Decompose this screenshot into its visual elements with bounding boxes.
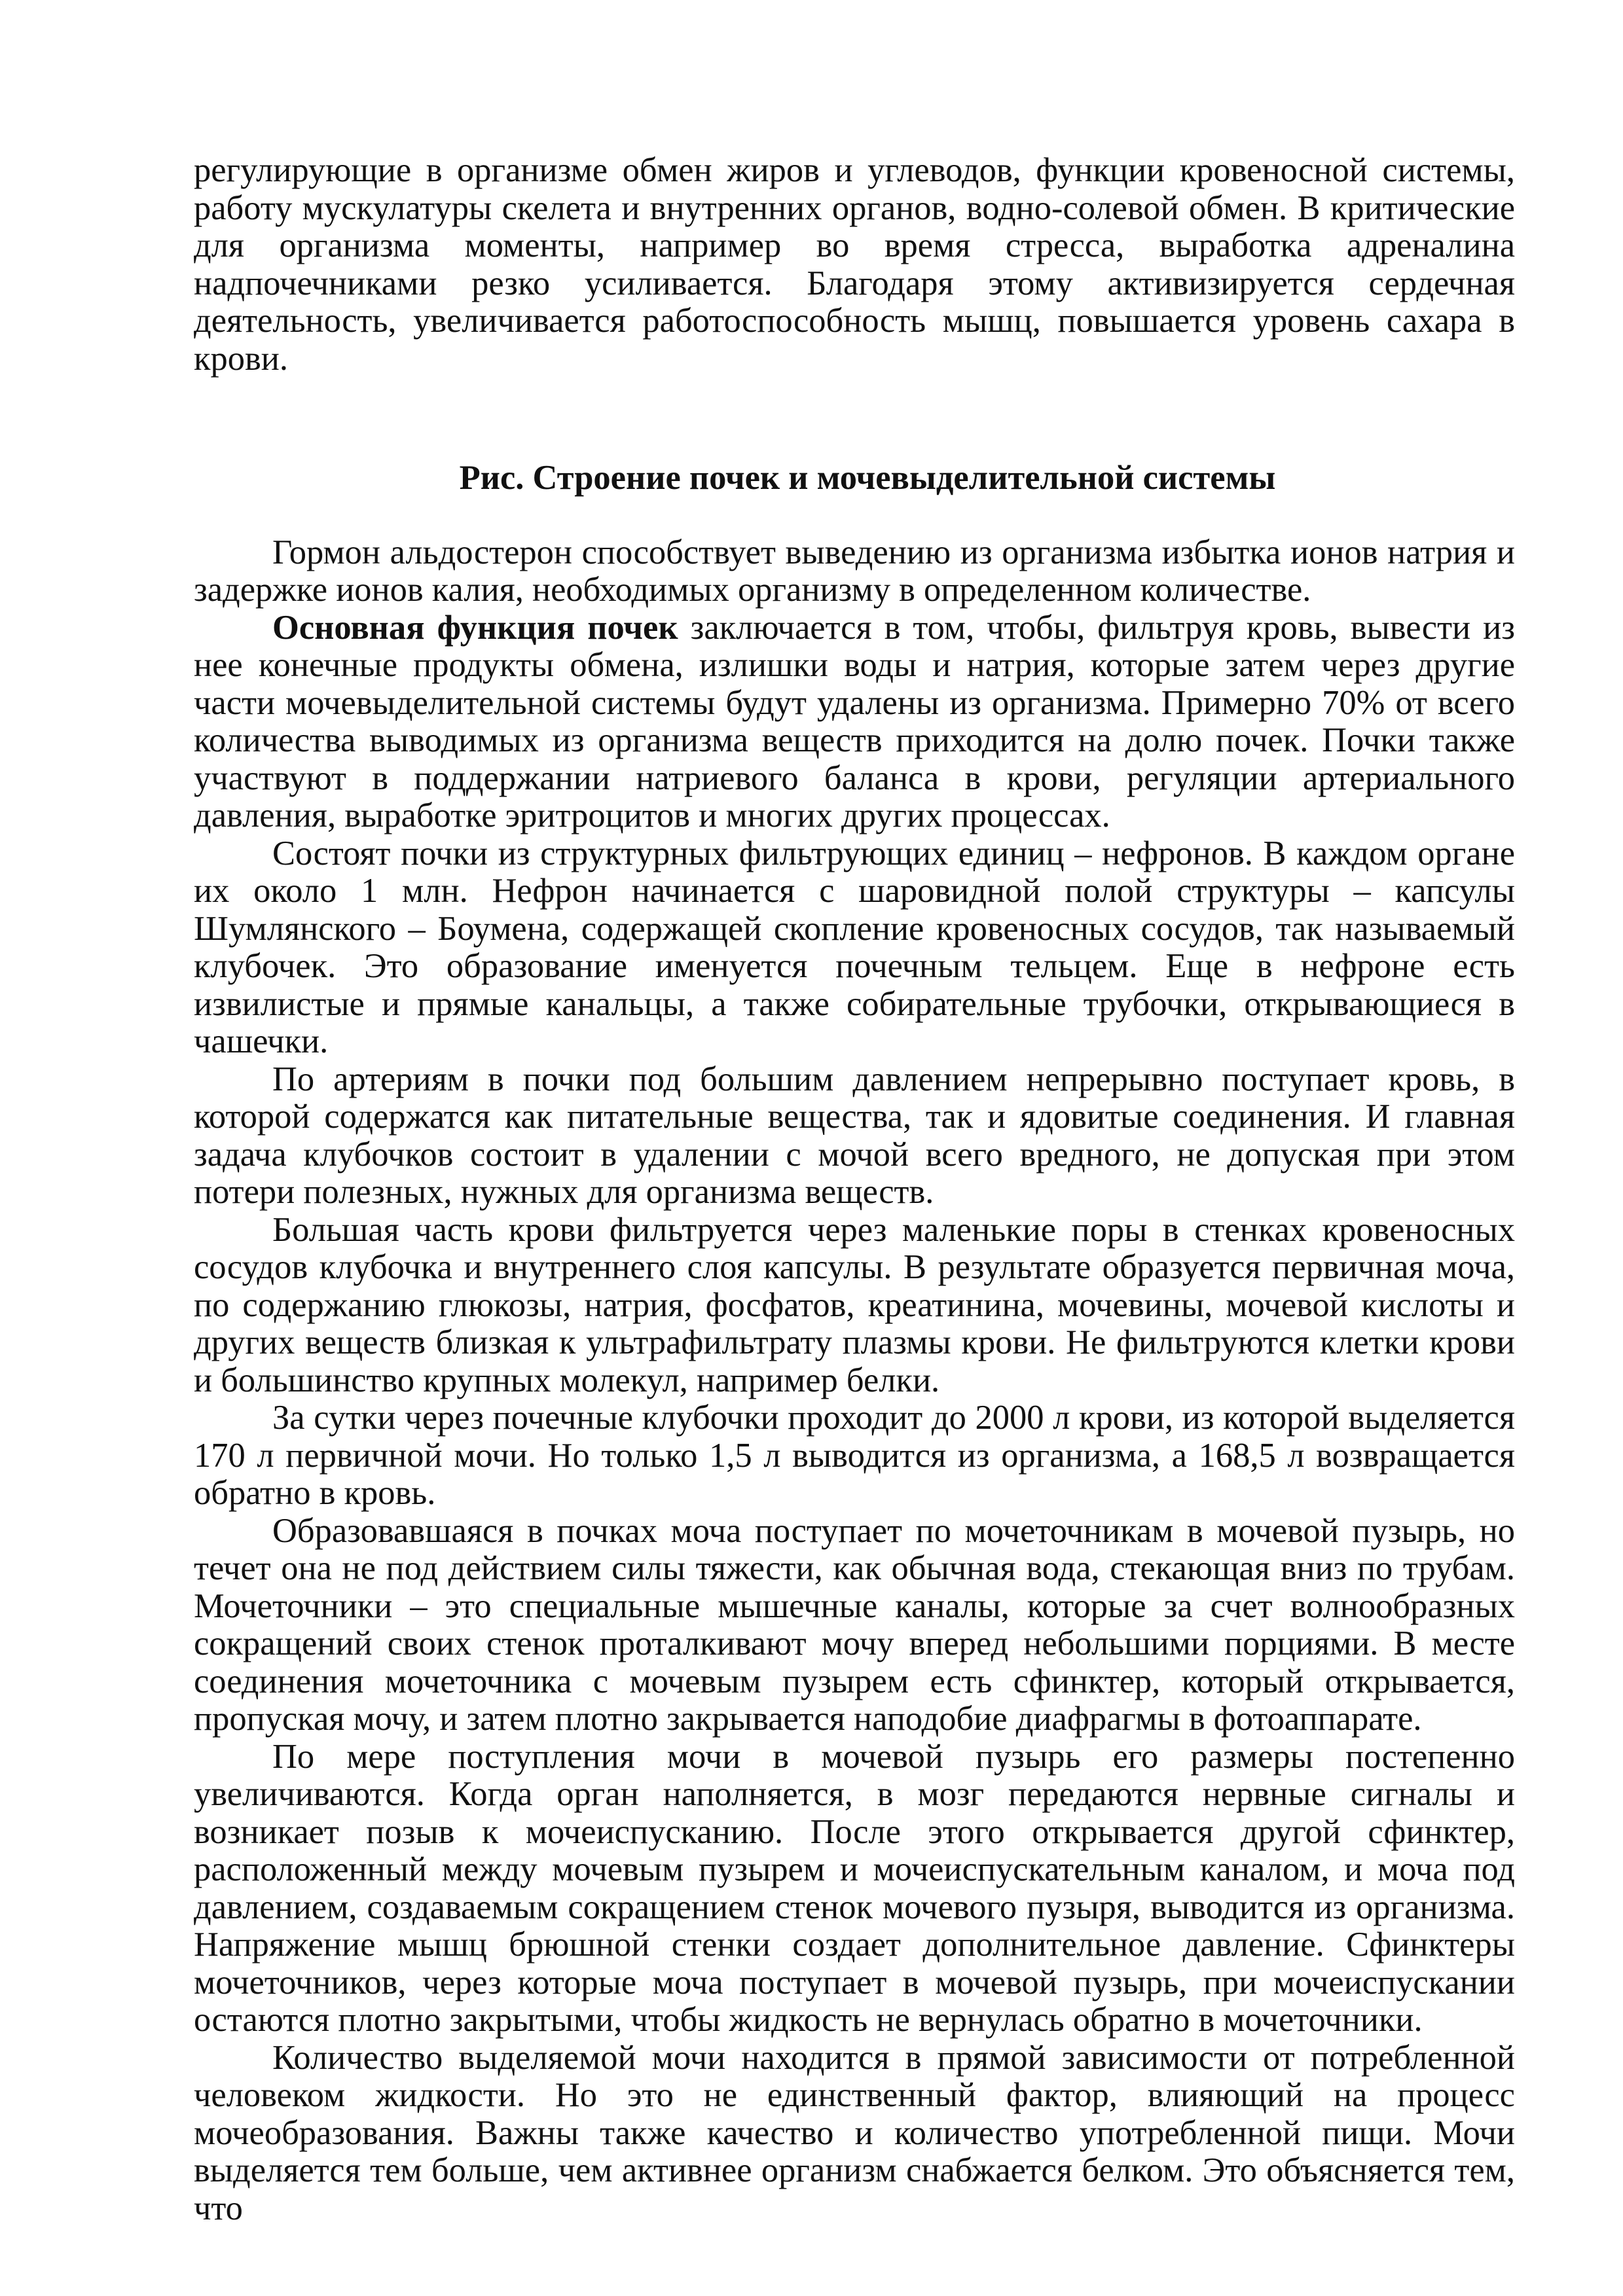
paragraph-daily-volume xyxy=(194,1399,1515,1513)
paragraph-bladder xyxy=(194,1738,1515,2039)
paragraph-ureters xyxy=(194,1513,1515,1738)
caption-spacer xyxy=(194,497,1515,534)
paragraph-kidney-function xyxy=(194,609,1515,835)
paragraph-text: За сутки через почечные клубочки проходит до 2000 л крови, из которой выделяется 170 л первичной мочи. Но только 1,5 л выводится из организма, а 168,5 л возвращается обратно в кровь. xyxy=(194,1399,1515,1512)
paragraph-aldosterone xyxy=(194,534,1515,609)
paragraph-text: Количество выделяемой мочи находится в прямой зависимости от потребленной человеком жидкости. Но это не единственный фактор, влияющий на процесс мочеобразования. Важны также качество и количество употребленной пищи. Мочи выделяется тем больше, чем активнее организм снабжается белком. Это объясняется тем, что xyxy=(194,2038,1515,2227)
paragraph-text: По мере поступления мочи в мочевой пузырь его размеры постепенно увеличиваются. Когда орган наполняется, в мозг передаются нервные сигналы и возникает позыв к мочеиспусканию. После этого открывается другой сфинктер, расположенный между мочевым пузырем и мочеиспускательным каналом, и моча под давлением, создаваемым сокращением стенок мочевого пузыря, выводится из организма. Напряжение мышц брюшной стенки создает дополнительное давление. Сфинктеры мочеточников, через которые моча поступает в мочевой пузырь, при мочеиспускании остаются плотно закрытыми, чтобы жидкость не вернулась обратно в мочеточники. xyxy=(194,1737,1515,2039)
paragraph-filtration xyxy=(194,1211,1515,1400)
paragraph-arteries xyxy=(194,1061,1515,1211)
document-page xyxy=(194,152,1515,2227)
paragraph-text: Большая часть крови фильтруется через маленькие поры в стенках кровеносных сосудов клубочка и внутреннего слоя капсулы. В результате образуется первичная моча, по содержанию глюкозы, натрия, фосфатов, креатинина, мочевины, мочевой кислоты и других веществ близкая к ультрафильтрату плазмы крови. Не фильтруются клетки крови и большинство крупных молекул, например белки. xyxy=(194,1210,1515,1399)
intro-paragraph: регулирующие в организме обмен жиров и углеводов, функции кровеносной системы, работу мускулатуры скелета и внутренних органов, водно-солевой обмен. В критические для организма моменты, например во время стресса, выработка адреналина надпочечниками резко усиливается. Благодаря этому активизируется сердечная деятельность, увеличивается работоспособность мышц, повышается уровень сахара в крови. xyxy=(194,151,1515,378)
paragraph-text: заключается в том, чтобы, фильтруя кровь, вывести из нее конечные продукты обмена, излишки воды и натрия, которые затем через другие части мочевыделительной системы будут удалены из организма. Примерно 70% от всего количества выводимых из организма веществ приходится на долю почек. Почки также участвуют в поддержании натриевого баланса в крови, регуляции артериального давления, выработке эритроцитов и многих других процессах. xyxy=(194,608,1515,834)
paragraph-text: Состоят почки из структурных фильтрующих единиц – нефронов. В каждом органе их около 1 млн. Нефрон начинается с шаровидной полой структуры – капсулы Шумлянского – Боумена, содержащей скопление кровеносных сосудов, так называемый клубочек. Это образование именуется почечным тельцем. Еще в нефроне есть извилистые и прямые канальцы, а также собирательные трубочки, открывающиеся в чашечки. xyxy=(194,834,1515,1060)
paragraph-text: Образовавшаяся в почках моча поступает по мочеточникам в мочевой пузырь, но течет она не под действием силы тяжести, как обычная вода, стекающая вниз по трубам. Мочеточники – это специальные мышечные каналы, которые за счет волнообразных сокращений своих стенок проталкивают мочу вперед небольшими порциями. В месте соединения мочеточника с мочевым пузырем есть сфинктер, который открывается, пропуская мочу, и затем плотно закрывается наподобие диафрагмы в фотоаппарате. xyxy=(194,1511,1515,1738)
paragraph-nephrons xyxy=(194,835,1515,1061)
paragraph-lead-bold: Основная функция почек xyxy=(272,608,678,647)
paragraph-text: По артериям в почки под большим давлением непрерывно поступает кровь, в которой содержатся как питательные вещества, так и ядовитые соединения. И главная задача клубочков состоит в удалении с мочой всего вредного, не допуская при этом потери полезных, нужных для организма веществ. xyxy=(194,1060,1515,1211)
figure-placeholder-space xyxy=(194,378,1515,459)
figure-caption: Рис. Строение почек и мочевыделительной системы xyxy=(459,459,1276,497)
paragraph-text: Гормон альдостерон способствует выведению из организма избытка ионов натрия и задержке ионов калия, необходимых организму в определенном количестве. xyxy=(194,533,1515,609)
paragraph-urine-quantity xyxy=(194,2039,1515,2228)
